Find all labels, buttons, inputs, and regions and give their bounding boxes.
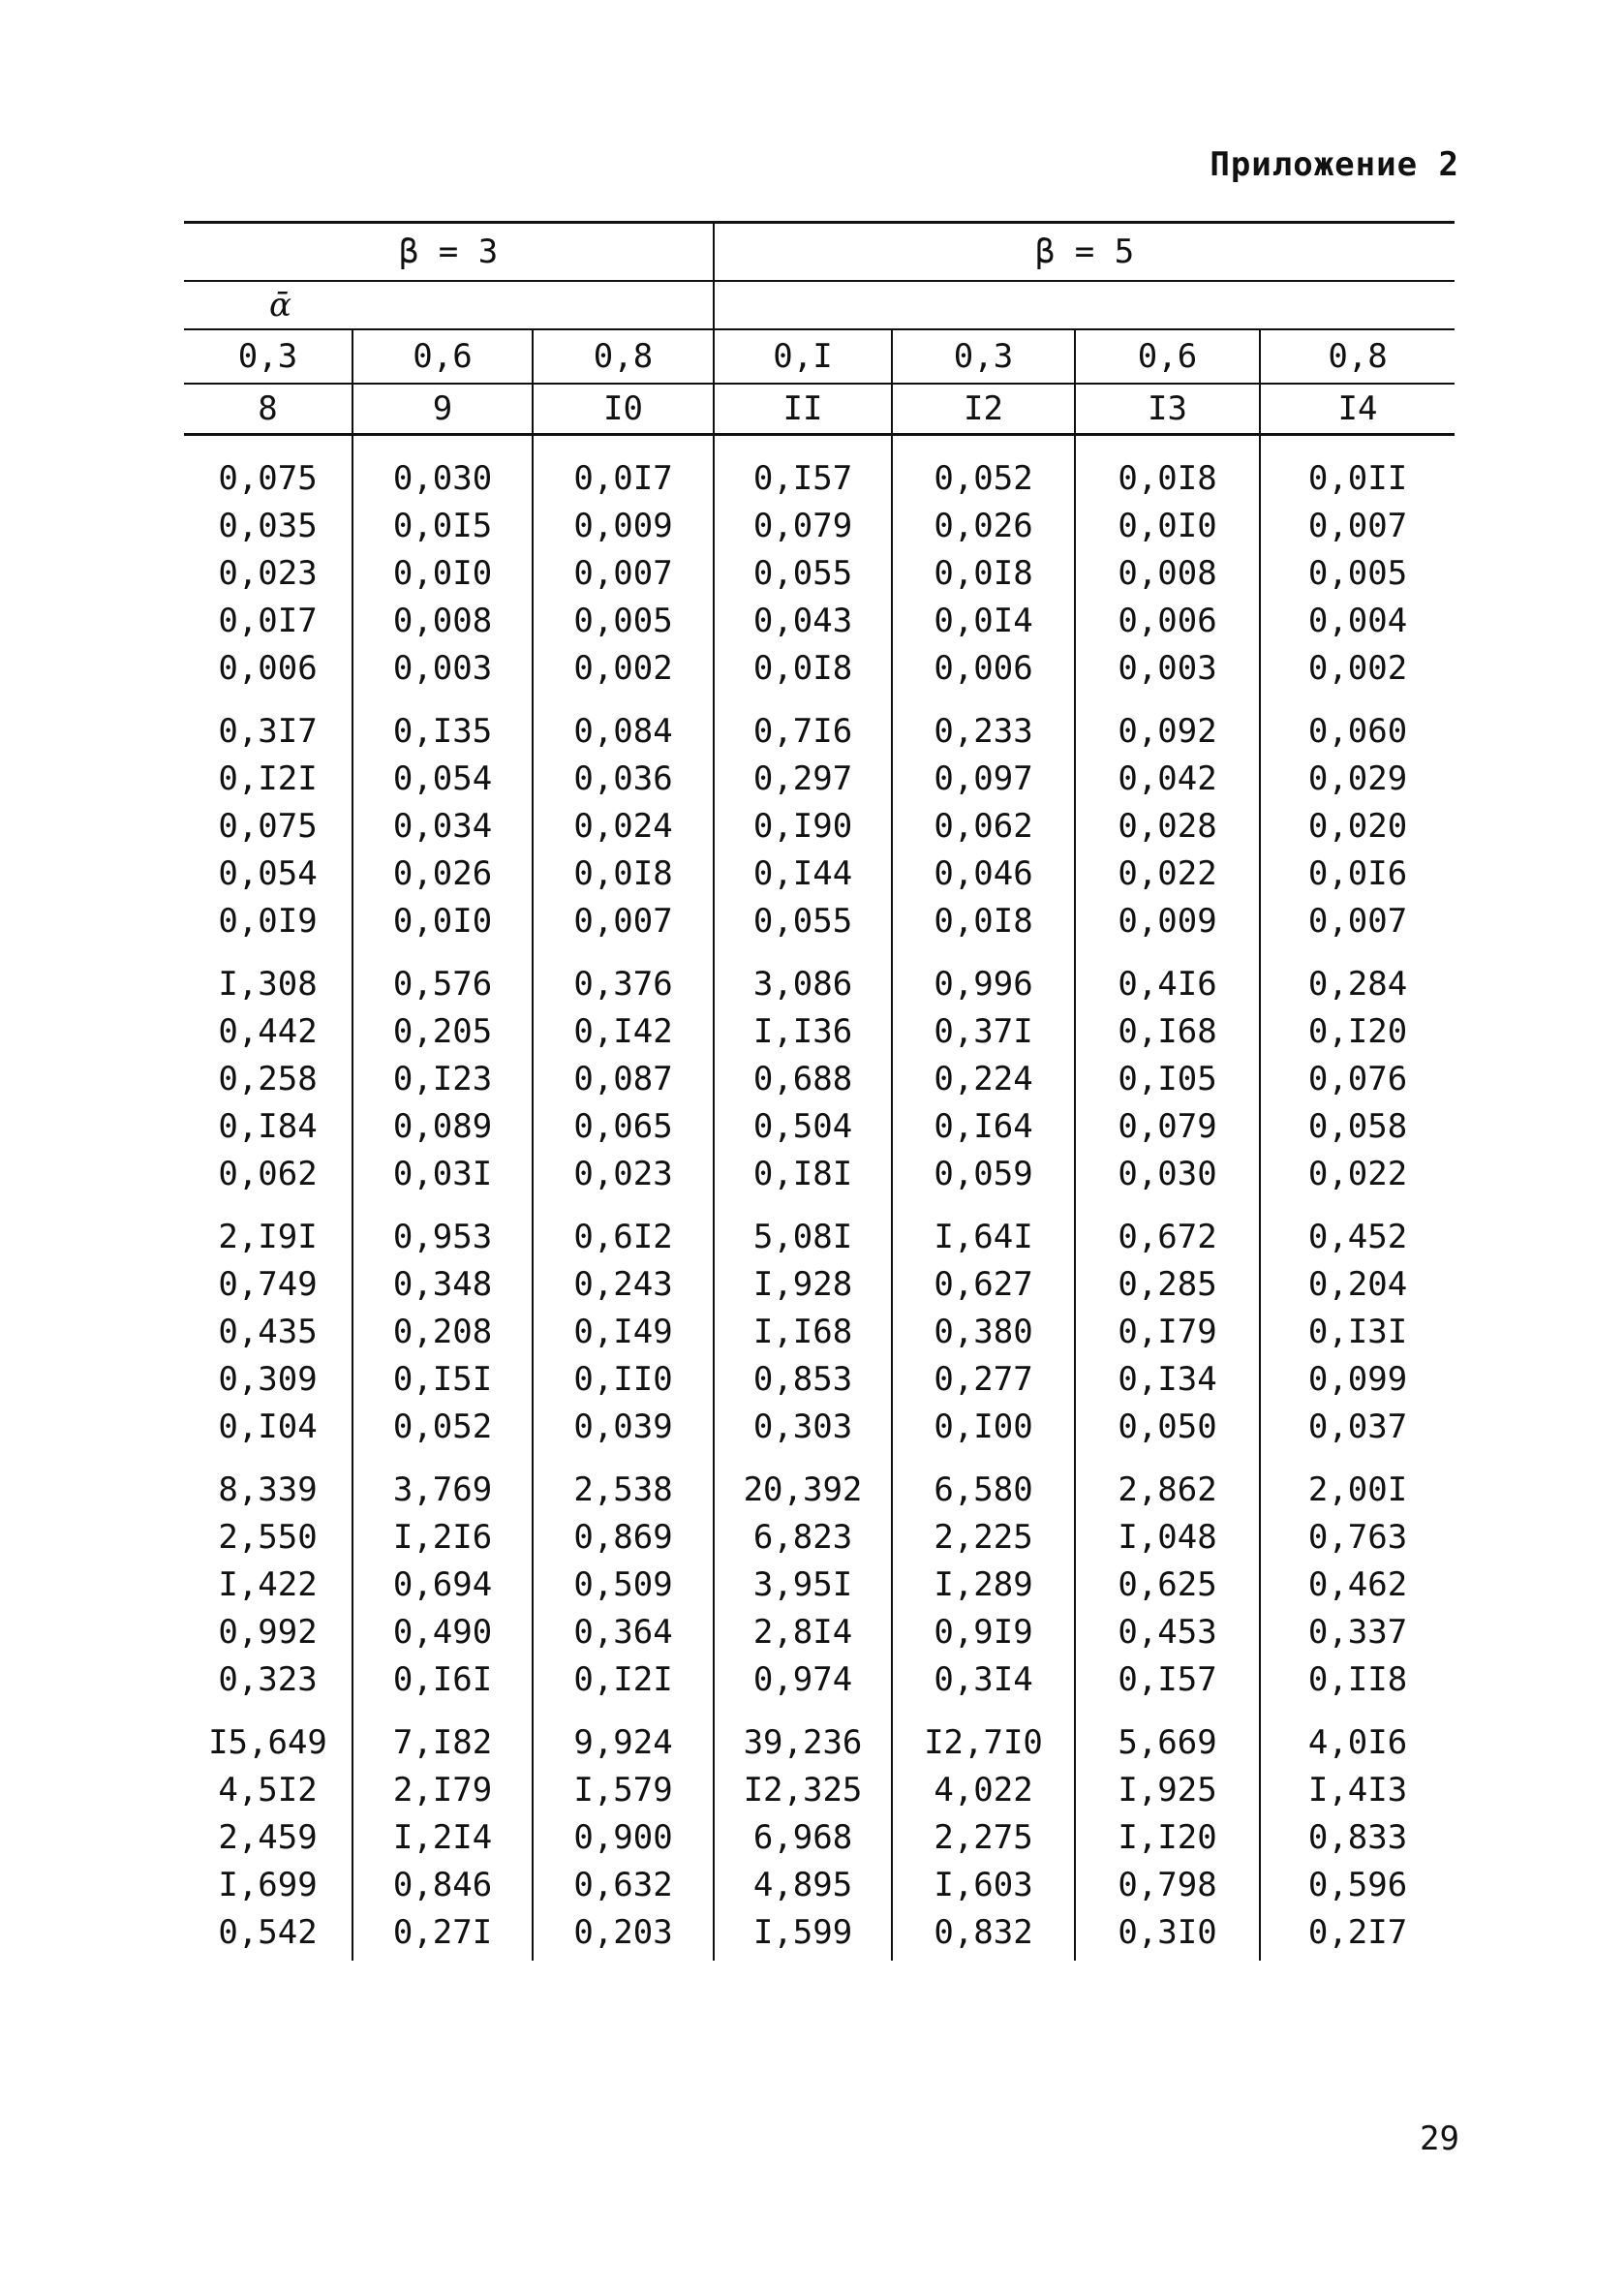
table-cell: 0,054 [352,756,533,803]
table-cell: 0,27I [352,1909,533,1961]
table-cell: 0,009 [533,503,714,550]
table-cell: 0,625 [1075,1562,1260,1609]
table-cell: 2,I79 [352,1767,533,1814]
table-cell: 0,043 [714,598,892,645]
table-cell: 0,075 [218,459,318,498]
table-cell: 6,968 [714,1814,892,1862]
table-cell: 0,380 [892,1309,1075,1356]
table-row [184,803,1455,851]
table-cell: 3,95I [714,1562,892,1609]
table-cell: 0,I64 [892,1103,1075,1151]
table-cell: 0,060 [1260,693,1455,756]
table-cell: 0,284 [1260,945,1455,1008]
table-cell: 6,580 [892,1451,1075,1514]
table-row [184,756,1455,803]
table-cell: 0,I2I [533,1656,714,1704]
table-cell: 0,I68 [1075,1008,1260,1056]
table-cell: I,I68 [714,1309,892,1356]
table-cell: 0,062 [892,803,1075,851]
table-cell: 0,596 [1260,1862,1455,1909]
alpha-value-cell: 0,3 [184,329,352,384]
table-cell: 0,037 [1260,1404,1455,1451]
column-numbers-row [184,384,1455,435]
table-cell: 0,055 [714,550,892,598]
table-cell: 2,275 [892,1814,1075,1862]
table-cell: 0,I23 [352,1056,533,1103]
table-cell: 0,632 [533,1862,714,1909]
table-cell: 0,079 [714,503,892,550]
table-cell: 0,0I8 [1075,435,1260,504]
table-cell: I,603 [892,1862,1075,1909]
table-cell: 0,285 [1075,1261,1260,1309]
table-row [184,1814,1455,1862]
table-row [184,1103,1455,1151]
table-cell: 0,364 [533,1609,714,1656]
table-cell: 0,062 [218,1155,318,1193]
table-cell: 0,006 [1075,598,1260,645]
table-cell: 0,004 [1260,598,1455,645]
table-cell: I5,649 [208,1723,327,1762]
table-row [184,1767,1455,1814]
table-cell: 0,008 [352,598,533,645]
table-cell: 0,007 [533,898,714,945]
table-cell: 39,236 [714,1704,892,1767]
table-cell: 3,769 [352,1451,533,1514]
table-cell: 0,542 [218,1913,318,1952]
table-cell: 0,I84 [218,1107,318,1146]
table-cell: 0,208 [352,1309,533,1356]
table-cell: 0,052 [892,435,1075,504]
table-cell: 0,087 [533,1056,714,1103]
table-cell: 0,036 [533,756,714,803]
table-cell: 0,832 [892,1909,1075,1961]
alpha-header-row [184,281,1455,329]
table-cell: 0,763 [1260,1514,1455,1562]
table-cell: 0,089 [352,1103,533,1151]
table-cell: 0,3I7 [218,712,318,751]
table-cell: I,4I3 [1260,1767,1455,1814]
table-cell: 0,992 [218,1613,318,1652]
table-cell: 0,024 [533,803,714,851]
table-row [184,1008,1455,1056]
table-cell: 0,833 [1260,1814,1455,1862]
table-cell: 0,058 [1260,1103,1455,1151]
table-cell: 0,348 [352,1261,533,1309]
table-cell: I,579 [533,1767,714,1814]
table-cell: 0,002 [1260,645,1455,693]
table-cell: 0,046 [892,851,1075,898]
table-cell: 0,0I6 [1260,851,1455,898]
table-row [184,1198,1455,1261]
table-cell: 5,08I [714,1198,892,1261]
table-cell: 0,435 [218,1313,318,1351]
table-row [184,1056,1455,1103]
table-cell: 0,I35 [352,693,533,756]
table-cell: 0,205 [352,1008,533,1056]
table-row [184,1862,1455,1909]
table-cell: 0,243 [533,1261,714,1309]
table-cell: 0,023 [218,554,318,593]
alpha-value-cell: 0,8 [533,329,714,384]
table-cell: 0,079 [1075,1103,1260,1151]
table-cell: I,I20 [1075,1814,1260,1862]
alpha-value-cell: 0,3 [892,329,1075,384]
table-cell: I,308 [218,965,318,1004]
table-cell: 0,099 [1260,1356,1455,1404]
table-cell: 2,225 [892,1514,1075,1562]
table-cell: 0,03I [352,1151,533,1198]
appendix-label: Приложение 2 [1210,145,1459,184]
table-row [184,1609,1455,1656]
table-cell: 4,022 [892,1767,1075,1814]
table-cell: 0,054 [218,854,318,893]
table-cell: 0,0I0 [1075,503,1260,550]
table-cell: 0,452 [1260,1198,1455,1261]
table-cell: 0,I00 [892,1404,1075,1451]
table-cell: 0,I8I [714,1151,892,1198]
table-cell: 0,337 [1260,1609,1455,1656]
table-cell: 0,203 [533,1909,714,1961]
table-cell: 0,0I5 [352,503,533,550]
table-cell: 6,823 [714,1514,892,1562]
table-cell: 0,688 [714,1056,892,1103]
table-cell: 0,233 [892,693,1075,756]
table-cell: 0,007 [533,550,714,598]
table-row [184,1909,1455,1961]
table-cell: 0,I04 [218,1407,318,1446]
table-cell: 0,008 [1075,550,1260,598]
table-cell: 0,035 [218,507,318,545]
data-table [184,221,1455,1961]
table-cell: 0,022 [1260,1151,1455,1198]
alpha-value-cell: 0,6 [1075,329,1260,384]
table-row [184,898,1455,945]
column-number-cell: I2 [892,384,1075,435]
table-row [184,598,1455,645]
table-cell: I,048 [1075,1514,1260,1562]
table-cell: 3,086 [714,945,892,1008]
table-cell: 0,0I0 [352,550,533,598]
table-row [184,435,1455,504]
table-row [184,1151,1455,1198]
table-cell: 2,538 [533,1451,714,1514]
table-cell: I2,7I0 [892,1704,1075,1767]
table-cell: I,I36 [714,1008,892,1056]
page-number: 29 [1420,2119,1459,2158]
column-number-cell: I3 [1075,384,1260,435]
table-cell: 2,862 [1075,1451,1260,1514]
table-cell: 7,I82 [352,1704,533,1767]
table-cell: 2,00I [1260,1451,1455,1514]
table-cell: 0,309 [218,1360,318,1399]
table-cell: 4,895 [714,1862,892,1909]
table-cell: 0,II8 [1260,1656,1455,1704]
table-cell: 0,II0 [533,1356,714,1404]
table-cell: 0,I2I [218,759,318,798]
table-cell: 0,996 [892,945,1075,1008]
table-cell: 0,007 [1260,898,1455,945]
table-cell: 0,798 [1075,1862,1260,1909]
table-cell: 0,I57 [1075,1656,1260,1704]
table-cell: 0,6I2 [533,1198,714,1261]
table-cell: 0,I79 [1075,1309,1260,1356]
table-cell: 0,0I8 [892,898,1075,945]
table-cell: 0,576 [352,945,533,1008]
table-cell: 0,I20 [1260,1008,1455,1056]
table-cell: 0,059 [892,1151,1075,1198]
table-cell: 0,509 [533,1562,714,1609]
table-cell: 0,953 [352,1198,533,1261]
table-cell: 0,453 [1075,1609,1260,1656]
alpha-value-cell: 0,6 [352,329,533,384]
table-cell: 0,672 [1075,1198,1260,1261]
table-cell: 0,627 [892,1261,1075,1309]
beta-3-header: β = 3 [184,223,714,282]
table-cell: I,928 [714,1261,892,1309]
table-row [184,851,1455,898]
table-cell: 5,669 [1075,1704,1260,1767]
table-row [184,1356,1455,1404]
table-cell: 0,853 [714,1356,892,1404]
table-cell: 0,I34 [1075,1356,1260,1404]
table-cell: 2,I9I [218,1218,318,1256]
column-number-cell: I4 [1260,384,1455,435]
table-cell: 0,7I6 [714,693,892,756]
table-cell: 0,I57 [714,435,892,504]
table-row [184,503,1455,550]
table-cell: 0,504 [714,1103,892,1151]
table-cell: 0,022 [1075,851,1260,898]
table-cell: 0,376 [533,945,714,1008]
table-cell: 0,442 [218,1012,318,1051]
table-cell: 0,003 [1075,645,1260,693]
table-cell: 0,303 [714,1404,892,1451]
column-number-cell: 8 [184,384,352,435]
table-cell: 0,462 [1260,1562,1455,1609]
table-cell: 8,339 [218,1470,318,1509]
table-cell: 0,097 [892,756,1075,803]
beta-header-row [184,223,1455,282]
table-cell: 0,006 [892,645,1075,693]
table-row [184,550,1455,598]
table-row [184,1656,1455,1704]
table-cell: 0,846 [352,1862,533,1909]
table-cell: 4,0I6 [1260,1704,1455,1767]
table-cell: 0,0II [1260,435,1455,504]
table-cell: 0,075 [218,807,318,846]
table-cell: 0,028 [1075,803,1260,851]
table-cell: 0,0I8 [714,645,892,693]
table-cell: 0,005 [533,598,714,645]
column-number-cell: I0 [533,384,714,435]
table-cell: 0,026 [352,851,533,898]
table-cell: I,289 [892,1562,1075,1609]
table-cell: 0,I6I [352,1656,533,1704]
table-cell: 0,039 [533,1404,714,1451]
table-cell: 0,0I7 [533,435,714,504]
table-cell: 0,3I0 [1075,1909,1260,1961]
table-cell: 0,I49 [533,1309,714,1356]
data-table-container [184,221,1455,1961]
table-cell: 0,023 [533,1151,714,1198]
table-cell: I,2I6 [352,1514,533,1562]
table-cell: 0,009 [1075,898,1260,945]
table-cell: 0,034 [352,803,533,851]
table-cell: 0,I5I [352,1356,533,1404]
table-cell: 0,I3I [1260,1309,1455,1356]
alpha-value-cell: 0,8 [1260,329,1455,384]
table-cell: 0,I90 [714,803,892,851]
table-cell: 0,224 [892,1056,1075,1103]
table-cell: 0,029 [1260,756,1455,803]
table-cell: 4,5I2 [218,1771,318,1810]
table-cell: 2,550 [218,1518,318,1557]
table-cell: 0,0I8 [892,550,1075,598]
table-cell: 0,I44 [714,851,892,898]
table-cell: 0,974 [714,1656,892,1704]
table-cell: 0,490 [352,1609,533,1656]
table-cell: 0,030 [352,435,533,504]
table-cell: 0,0I7 [218,602,318,640]
table-cell: 0,052 [352,1404,533,1451]
table-cell: 0,258 [218,1060,318,1098]
table-row [184,1514,1455,1562]
table-cell: I,925 [1075,1767,1260,1814]
alpha-values-row [184,329,1455,384]
table-cell: 0,005 [1260,550,1455,598]
table-row [184,1261,1455,1309]
table-row [184,1562,1455,1609]
table-row [184,693,1455,756]
table-cell: I,422 [218,1565,318,1604]
table-row [184,1704,1455,1767]
table-cell: 0,869 [533,1514,714,1562]
table-row [184,1309,1455,1356]
table-header [184,223,1455,435]
table-cell: 0,065 [533,1103,714,1151]
table-cell: 0,007 [1260,503,1455,550]
table-cell: 0,092 [1075,693,1260,756]
table-row [184,1451,1455,1514]
table-cell: 0,900 [533,1814,714,1862]
table-row [184,1404,1455,1451]
table-cell: 0,050 [1075,1404,1260,1451]
table-cell: 0,37I [892,1008,1075,1056]
table-cell: 20,392 [714,1451,892,1514]
table-cell: 0,084 [533,693,714,756]
table-cell: 0,003 [352,645,533,693]
table-cell: 0,297 [714,756,892,803]
alpha-label: ᾱ [184,281,714,329]
table-cell: 0,002 [533,645,714,693]
table-cell: 0,076 [1260,1056,1455,1103]
table-cell: 0,042 [1075,756,1260,803]
table-cell: 2,459 [218,1818,318,1857]
table-cell: 0,030 [1075,1151,1260,1198]
table-cell: 0,4I6 [1075,945,1260,1008]
alpha-blank-cell [714,281,1455,329]
table-cell: 0,277 [892,1356,1075,1404]
table-cell: 0,0I4 [892,598,1075,645]
table-cell: I,699 [218,1866,318,1904]
table-cell: I,2I4 [352,1814,533,1862]
column-number-cell: II [714,384,892,435]
table-cell: 0,026 [892,503,1075,550]
table-cell: 0,323 [218,1660,318,1699]
table-cell: I2,325 [714,1767,892,1814]
table-cell: 0,055 [714,898,892,945]
table-cell: 0,0I0 [352,898,533,945]
table-body [184,435,1455,1962]
beta-5-header: β = 5 [714,223,1455,282]
table-cell: I,599 [714,1909,892,1961]
table-cell: 0,204 [1260,1261,1455,1309]
table-row [184,945,1455,1008]
table-cell: 0,749 [218,1265,318,1304]
alpha-value-cell: 0,I [714,329,892,384]
table-cell: 9,924 [533,1704,714,1767]
table-cell: 0,2I7 [1260,1909,1455,1961]
table-cell: 0,9I9 [892,1609,1075,1656]
table-cell: 0,694 [352,1562,533,1609]
table-row [184,645,1455,693]
table-cell: 0,0I9 [218,902,318,941]
table-cell: 0,020 [1260,803,1455,851]
table-cell: 0,006 [218,649,318,688]
table-cell: I,64I [892,1198,1075,1261]
table-cell: 0,3I4 [892,1656,1075,1704]
table-cell: 0,I05 [1075,1056,1260,1103]
table-cell: 2,8I4 [714,1609,892,1656]
column-number-cell: 9 [352,384,533,435]
table-cell: 0,0I8 [533,851,714,898]
table-cell: 0,I42 [533,1008,714,1056]
